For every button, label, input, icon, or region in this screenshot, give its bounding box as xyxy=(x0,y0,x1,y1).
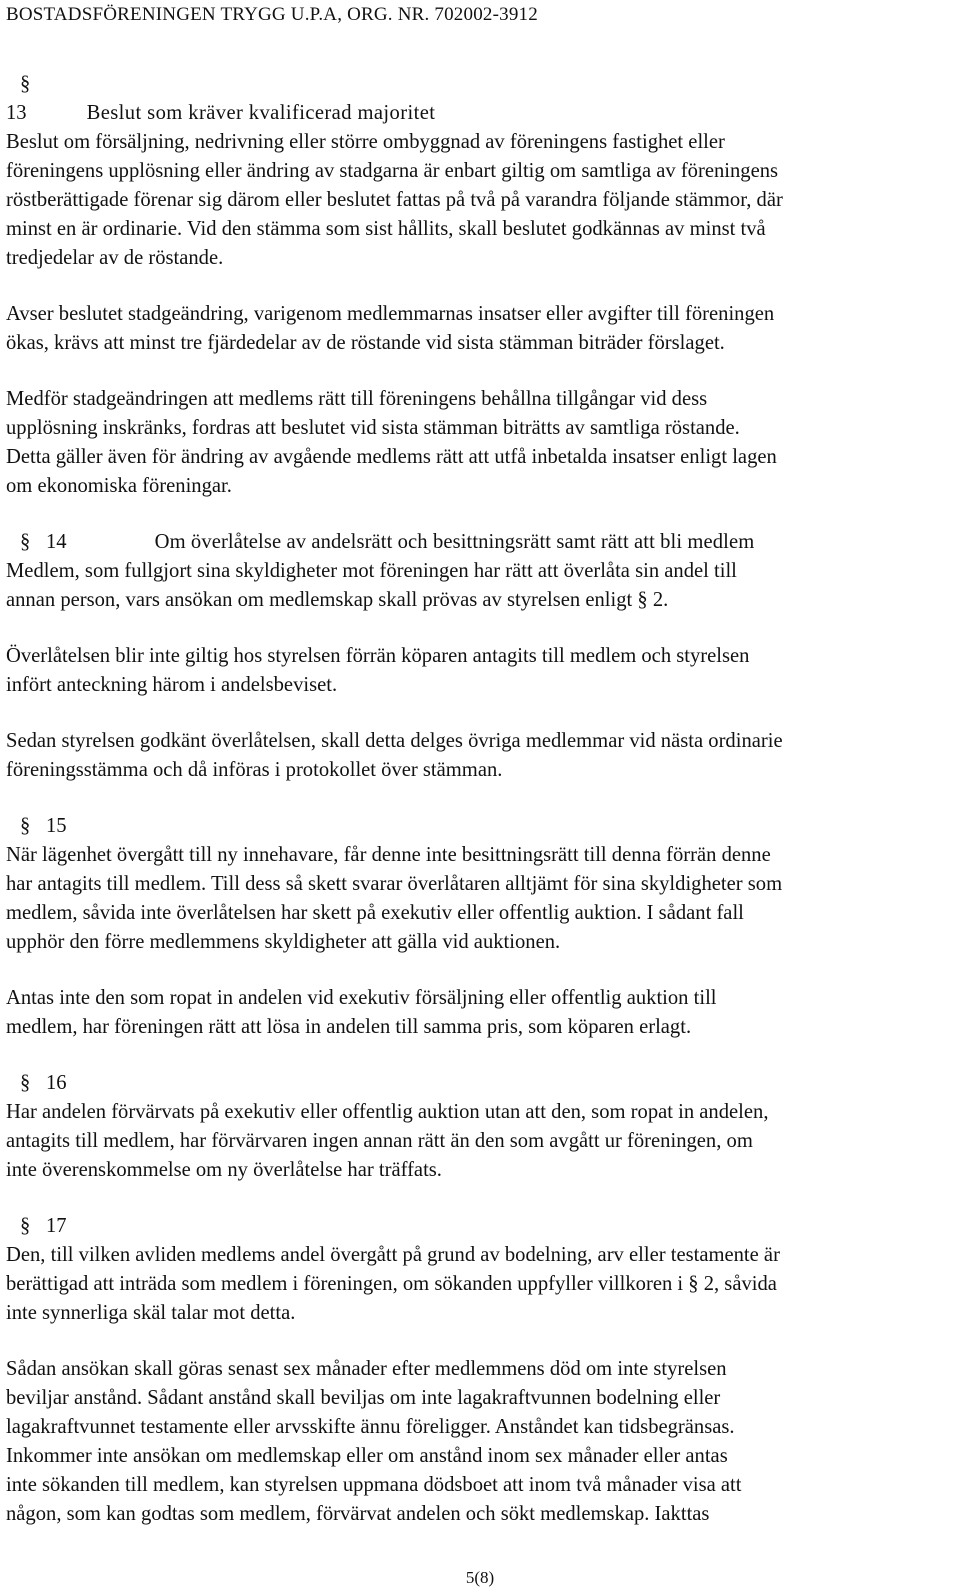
text-line: Medför stadgeändringen att medlems rätt till föreningens behållna tillgångar vid dess xyxy=(6,388,708,410)
page-header: BOSTADSFÖRENINGEN TRYGG U.P.A, ORG. NR. 702002-3912 xyxy=(6,4,538,25)
section-15 xyxy=(6,812,948,1042)
section-16-paragraph-1 xyxy=(6,1098,948,1185)
section-14-paragraph-2 xyxy=(6,642,948,700)
section-15-heading xyxy=(6,812,948,841)
text-line: Har andelen förvärvats på exekutiv eller offentlig auktion utan att den, som ropat in andelen, xyxy=(6,1101,769,1123)
text-line: lagakraftvunnet testamente eller arvsskifte ännu föreligger. Anståndet kan tidsbegränsas. xyxy=(6,1416,735,1438)
page-number: 5(8) xyxy=(465,1568,495,1587)
section-14-paragraph-1 xyxy=(6,557,948,615)
section-14-title: Om överlåtelse av andelsrätt och besittningsrätt samt rätt att bli medlem xyxy=(154,531,755,553)
section-15-number: 15 xyxy=(46,815,67,837)
text-line: ökas, krävs att minst tre fjärdedelar av de röstande vid sista stämman biträder förslaget. xyxy=(6,332,725,354)
text-line: upphör den förre medlemmens skyldigheter att gälla vid auktionen. xyxy=(6,931,561,953)
text-line: föreningens upplösning eller ändring av stadgarna är enbart giltig om samtliga av föreningens xyxy=(6,160,779,182)
section-symbol: § xyxy=(20,73,31,95)
text-line: Avser beslutet stadgeändring, varigenom medlemmarnas insatser eller avgifter till föreningen xyxy=(6,303,775,325)
section-14 xyxy=(6,528,948,785)
text-line: Sådan ansökan skall göras senast sex månader efter medlemmens död om inte styrelsen xyxy=(6,1358,727,1380)
text-line: röstberättigade förenar sig därom eller beslutet fattas på två på varandra följande stämmor, där xyxy=(6,189,783,211)
text-line: berättigad att inträda som medlem i föreningen, om sökanden uppfyller villkoren i § 2, såvida xyxy=(6,1273,777,1295)
section-symbol: § xyxy=(20,531,31,553)
text-line: annan person, vars ansökan om medlemskap skall prövas av styrelsen enligt § 2. xyxy=(6,589,669,611)
section-14-heading xyxy=(6,528,948,557)
text-line: Överlåtelsen blir inte giltig hos styrelsen förrän köparen antagits till medlem och styrelsen xyxy=(6,645,750,667)
section-17 xyxy=(6,1212,948,1529)
section-13-paragraph-2 xyxy=(6,300,948,358)
text-line: tredjedelar av de röstande. xyxy=(6,247,224,269)
text-line: minst en är ordinarie. Vid den stämma som sist hållits, skall beslutet godkännas av minst två xyxy=(6,218,766,240)
section-16 xyxy=(6,1069,948,1185)
section-16-number: 16 xyxy=(46,1072,67,1094)
section-16-heading xyxy=(6,1069,948,1098)
text-line: beviljar anstånd. Sådant anstånd skall beviljas om inte lagakraftvunnen bodelning eller xyxy=(6,1387,721,1409)
section-17-heading xyxy=(6,1212,948,1241)
section-symbol: § xyxy=(20,1072,31,1094)
text-line: inte synnerliga skäl talar mot detta. xyxy=(6,1302,296,1324)
section-15-paragraph-1 xyxy=(6,841,948,957)
section-14-number: 14 xyxy=(46,531,67,553)
text-line: upplösning inskränks, fordras att beslutet vid sista stämman biträtts av samtliga röstande. xyxy=(6,417,740,439)
text-line: någon, som kan godtas som medlem, förvärvat andelen och sökt medlemskap. Iakttas xyxy=(6,1503,710,1525)
section-symbol: § xyxy=(20,1215,31,1237)
section-14-paragraph-3 xyxy=(6,727,948,785)
section-13-number: 13 xyxy=(6,102,27,124)
section-17-paragraph-2 xyxy=(6,1355,948,1529)
section-13-title-row xyxy=(6,99,948,128)
document-body xyxy=(6,70,948,1529)
text-line: inte överenskommelse om ny överlåtelse har träffats. xyxy=(6,1159,442,1181)
text-line: infört anteckning härom i andelsbeviset. xyxy=(6,674,338,696)
section-13 xyxy=(6,70,948,501)
text-line: Den, till vilken avliden medlems andel övergått på grund av bodelning, arv eller testamente är xyxy=(6,1244,780,1266)
section-13-title: Beslut som kräver kvalificerad majoritet xyxy=(86,102,436,124)
text-line: Antas inte den som ropat in andelen vid exekutiv försäljning eller offentlig auktion till xyxy=(6,987,717,1009)
section-symbol: § xyxy=(20,815,31,837)
text-line: föreningsstämma och då införas i protokollet över stämman. xyxy=(6,759,503,781)
section-13-paragraph-3 xyxy=(6,385,948,501)
text-line: medlem, såvida inte överlåtelsen har skett på exekutiv eller offentlig auktion. I sådant fall xyxy=(6,902,744,924)
text-line: Inkommer inte ansökan om medlemskap eller om anstånd inom sex månader eller antas xyxy=(6,1445,728,1467)
section-13-heading xyxy=(6,70,948,99)
text-line: När lägenhet övergått till ny innehavare, får denne inte besittningsrätt till denna förrän denne xyxy=(6,844,771,866)
section-15-paragraph-2 xyxy=(6,984,948,1042)
text-line: Beslut om försäljning, nedrivning eller större ombyggnad av föreningens fastighet eller xyxy=(6,131,725,153)
text-line: Sedan styrelsen godkänt överlåtelsen, skall detta delges övriga medlemmar vid nästa ordinarie xyxy=(6,730,783,752)
section-17-paragraph-1 xyxy=(6,1241,948,1328)
section-17-number: 17 xyxy=(46,1215,67,1237)
text-line: Detta gäller även för ändring av avgående medlems rätt att utfå inbetalda insatser enligt lagen xyxy=(6,446,777,468)
text-line: medlem, har föreningen rätt att lösa in andelen till samma pris, som köparen erlagt. xyxy=(6,1016,692,1038)
text-line: om ekonomiska föreningar. xyxy=(6,475,232,497)
text-line: har antagits till medlem. Till dess så skett svarar överlåtaren alltjämt för sina skyldigheter som xyxy=(6,873,783,895)
text-line: antagits till medlem, har förvärvaren ingen annan rätt än den som avgått ur föreningen, om xyxy=(6,1130,753,1152)
text-line: Medlem, som fullgjort sina skyldigheter mot föreningen har rätt att överlåta sin andel till xyxy=(6,560,737,582)
section-13-paragraph-1 xyxy=(6,128,948,273)
text-line: inte sökanden till medlem, kan styrelsen uppmana dödsboet att inom två månader visa att xyxy=(6,1474,742,1496)
